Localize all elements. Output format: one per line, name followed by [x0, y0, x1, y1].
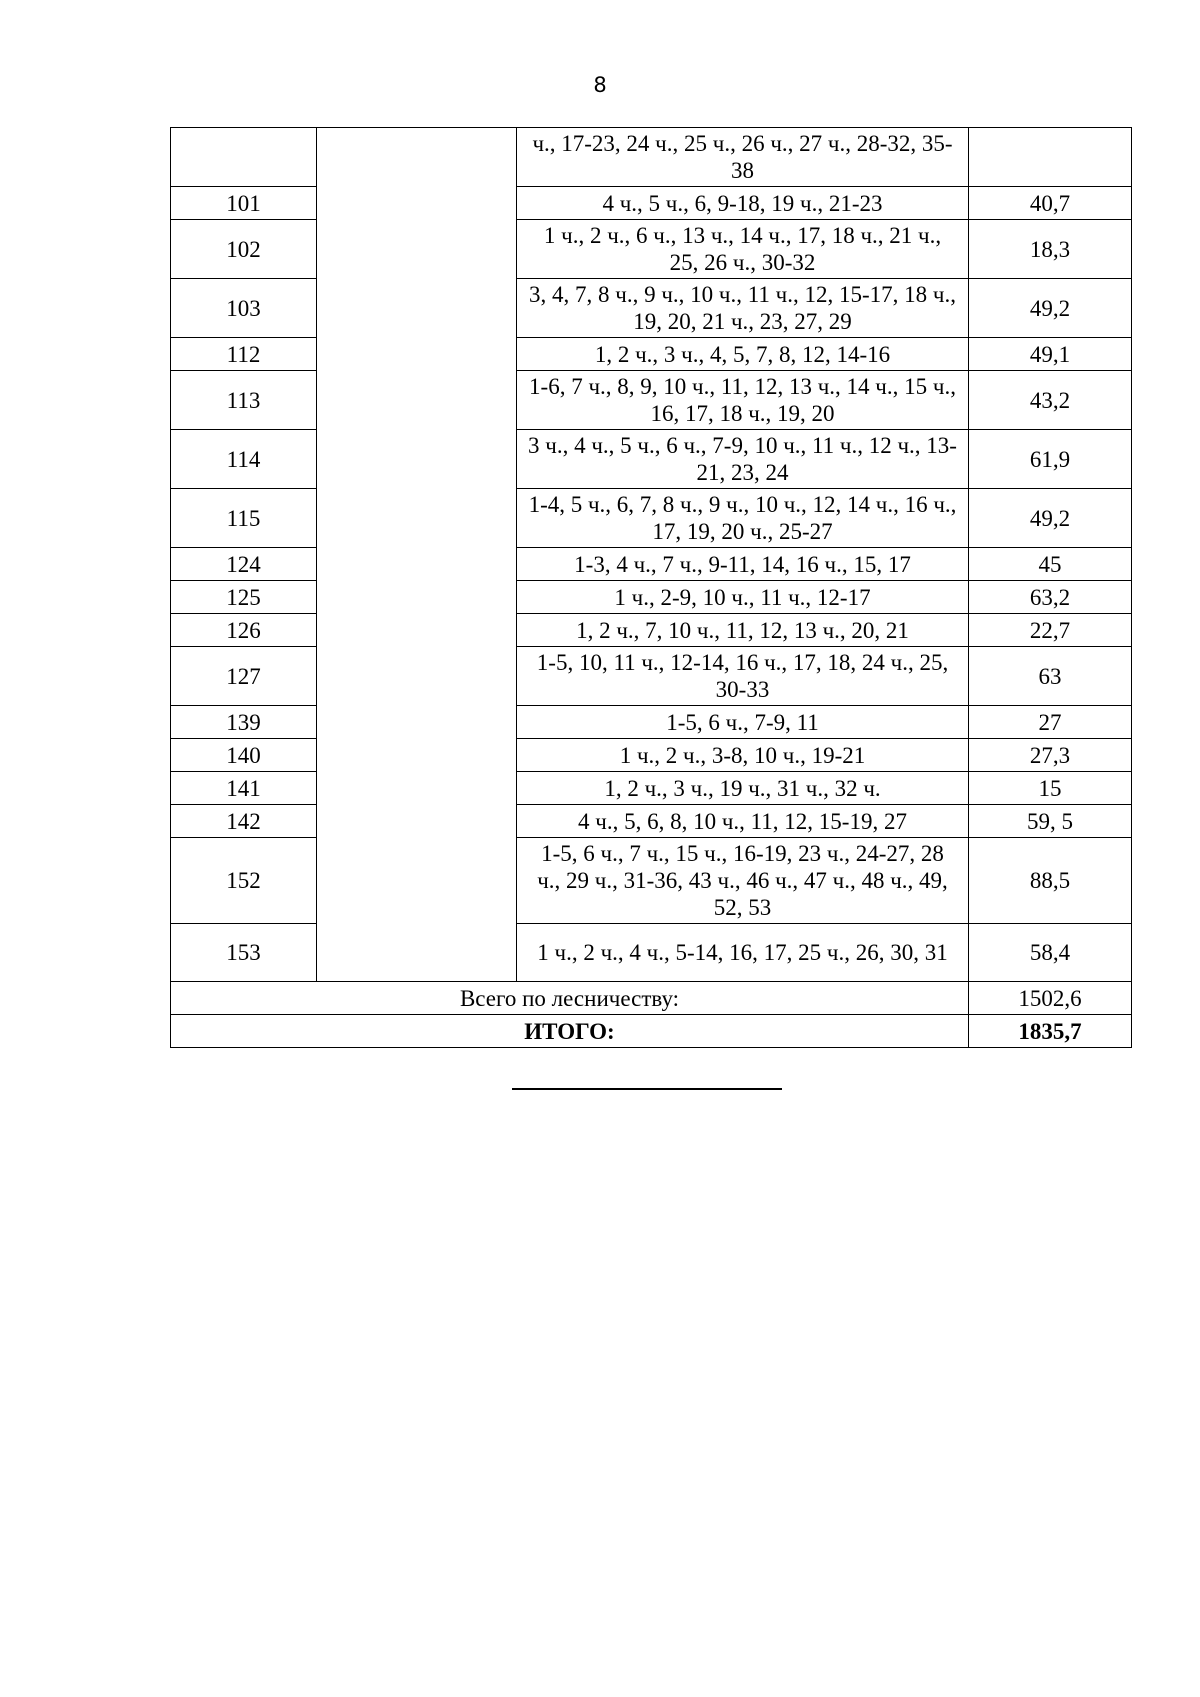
quarter-cell: 113 — [171, 371, 317, 430]
quarter-cell: 139 — [171, 706, 317, 739]
quarter-cell: 153 — [171, 924, 317, 982]
area-cell: 88,5 — [969, 838, 1132, 924]
quarter-cell: 127 — [171, 647, 317, 706]
allotments-cell: 1-6, 7 ч., 8, 9, 10 ч., 11, 12, 13 ч., 14 ч., 15 ч., 16, 17, 18 ч., 19, 20 — [517, 371, 969, 430]
area-cell: 27,3 — [969, 739, 1132, 772]
end-separator-line — [512, 1088, 782, 1090]
allotments-cell: 1-5, 6 ч., 7-9, 11 — [517, 706, 969, 739]
quarter-cell: 140 — [171, 739, 317, 772]
area-cell — [969, 128, 1132, 187]
subtotal-row — [171, 982, 1132, 1015]
table-row — [171, 187, 1132, 220]
total-value: 1835,7 — [969, 1015, 1132, 1048]
allotments-cell: 1, 2 ч., 3 ч., 4, 5, 7, 8, 12, 14-16 — [517, 338, 969, 371]
table-row — [171, 739, 1132, 772]
total-label: ИТОГО: — [171, 1015, 969, 1048]
area-cell: 43,2 — [969, 371, 1132, 430]
total-row — [171, 1015, 1132, 1048]
table-row — [171, 338, 1132, 371]
quarter-cell: 141 — [171, 772, 317, 805]
quarter-cell: 142 — [171, 805, 317, 838]
quarter-cell: 126 — [171, 614, 317, 647]
table-body — [171, 128, 1132, 1048]
quarter-cell: 152 — [171, 838, 317, 924]
table-row — [171, 647, 1132, 706]
allotments-cell: 4 ч., 5, 6, 8, 10 ч., 11, 12, 15-19, 27 — [517, 805, 969, 838]
area-cell: 40,7 — [969, 187, 1132, 220]
area-cell: 59, 5 — [969, 805, 1132, 838]
allotments-cell: 1 ч., 2-9, 10 ч., 11 ч., 12-17 — [517, 581, 969, 614]
page-number: 8 — [593, 73, 607, 97]
table-row — [171, 924, 1132, 982]
subtotal-value: 1502,6 — [969, 982, 1132, 1015]
allotments-cell: 3, 4, 7, 8 ч., 9 ч., 10 ч., 11 ч., 12, 15-17, 18 ч., 19, 20, 21 ч., 23, 27, 29 — [517, 279, 969, 338]
allotments-cell: 1-4, 5 ч., 6, 7, 8 ч., 9 ч., 10 ч., 12, 14 ч., 16 ч., 17, 19, 20 ч., 25-27 — [517, 489, 969, 548]
allotments-cell: 1 ч., 2 ч., 4 ч., 5-14, 16, 17, 25 ч., 26, 30, 31 — [517, 924, 969, 982]
merged-empty-cell — [317, 128, 517, 982]
area-cell: 63,2 — [969, 581, 1132, 614]
quarter-cell — [171, 128, 317, 187]
quarter-cell: 112 — [171, 338, 317, 371]
table-row — [171, 548, 1132, 581]
table-row — [171, 279, 1132, 338]
allotments-cell: 3 ч., 4 ч., 5 ч., 6 ч., 7-9, 10 ч., 11 ч., 12 ч., 13-21, 23, 24 — [517, 430, 969, 489]
area-cell: 49,2 — [969, 489, 1132, 548]
quarter-cell: 103 — [171, 279, 317, 338]
area-cell: 45 — [969, 548, 1132, 581]
table-row — [171, 838, 1132, 924]
table-row — [171, 430, 1132, 489]
allotments-cell: 4 ч., 5 ч., 6, 9-18, 19 ч., 21-23 — [517, 187, 969, 220]
table-row — [171, 220, 1132, 279]
table-row — [171, 489, 1132, 548]
table-row — [171, 581, 1132, 614]
quarter-cell: 115 — [171, 489, 317, 548]
area-cell: 27 — [969, 706, 1132, 739]
quarter-cell: 124 — [171, 548, 317, 581]
forest-quarters-table — [170, 127, 1132, 1048]
allotments-cell: 1, 2 ч., 7, 10 ч., 11, 12, 13 ч., 20, 21 — [517, 614, 969, 647]
area-cell: 22,7 — [969, 614, 1132, 647]
area-cell: 49,1 — [969, 338, 1132, 371]
area-cell: 15 — [969, 772, 1132, 805]
allotments-cell: ч., 17-23, 24 ч., 25 ч., 26 ч., 27 ч., 28-32, 35-38 — [517, 128, 969, 187]
quarter-cell: 101 — [171, 187, 317, 220]
area-cell: 61,9 — [969, 430, 1132, 489]
area-cell: 18,3 — [969, 220, 1132, 279]
table-row — [171, 614, 1132, 647]
allotments-cell: 1, 2 ч., 3 ч., 19 ч., 31 ч., 32 ч. — [517, 772, 969, 805]
quarter-cell: 125 — [171, 581, 317, 614]
quarter-cell: 114 — [171, 430, 317, 489]
allotments-cell: 1-3, 4 ч., 7 ч., 9-11, 14, 16 ч., 15, 17 — [517, 548, 969, 581]
allotments-cell: 1-5, 6 ч., 7 ч., 15 ч., 16-19, 23 ч., 24-27, 28 ч., 29 ч., 31-36, 43 ч., 46 ч., 47 ч., 48 ч., 49, 52, 53 — [517, 838, 969, 924]
table-row — [171, 805, 1132, 838]
quarter-cell: 102 — [171, 220, 317, 279]
table-row — [171, 371, 1132, 430]
subtotal-label: Всего по лесничеству: — [171, 982, 969, 1015]
allotments-cell: 1 ч., 2 ч., 6 ч., 13 ч., 14 ч., 17, 18 ч., 21 ч., 25, 26 ч., 30-32 — [517, 220, 969, 279]
area-cell: 49,2 — [969, 279, 1132, 338]
allotments-cell: 1 ч., 2 ч., 3-8, 10 ч., 19-21 — [517, 739, 969, 772]
table-row — [171, 772, 1132, 805]
table-row — [171, 128, 1132, 187]
area-cell: 58,4 — [969, 924, 1132, 982]
allotments-cell: 1-5, 10, 11 ч., 12-14, 16 ч., 17, 18, 24 ч., 25, 30-33 — [517, 647, 969, 706]
table-row — [171, 706, 1132, 739]
area-cell: 63 — [969, 647, 1132, 706]
